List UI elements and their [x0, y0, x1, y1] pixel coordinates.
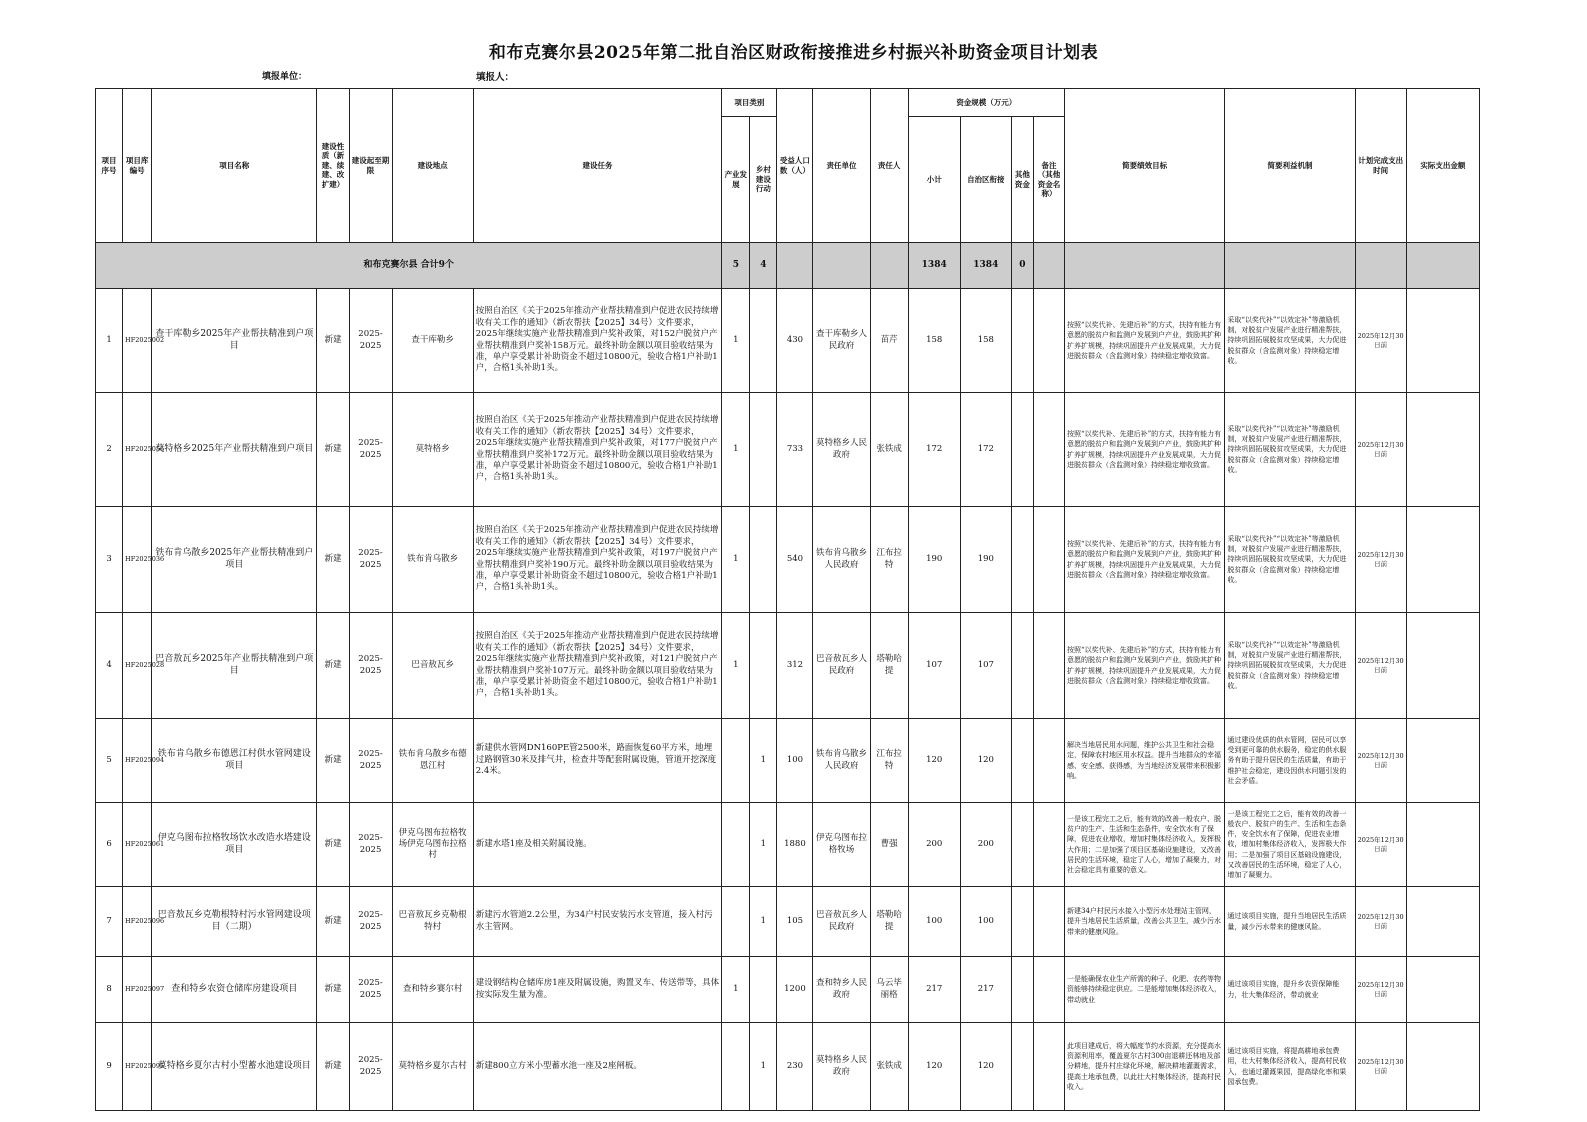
header-period: 建设起至期限 [349, 89, 392, 243]
cell-rural [750, 957, 777, 1023]
cell-period: 2025-2025 [349, 719, 392, 803]
cell-seq: 7 [96, 887, 123, 957]
total-other: 0 [1011, 243, 1033, 289]
fill-person-label: 填报人： [476, 72, 515, 83]
cell-period: 2025-2025 [349, 393, 392, 507]
cell-actual [1406, 393, 1479, 507]
cell-goal: 按照“以奖代补、先建后补”的方式，扶持有能力有意愿的脱贫户和监测户发展到户产业，鼓励其扩种扩养扩规模，持续巩固提升产业发展成果，大力促进脱贫群众（含监测对象）持续稳定增收致富。 [1064, 289, 1224, 393]
cell-rural: 1 [750, 803, 777, 887]
cell-task: 新建污水管道2.2公里，为34户村民安装污水支管道，接入村污水主管网。 [473, 887, 722, 957]
fill-unit-label: 填报单位： [262, 72, 308, 82]
cell-code: HF2025061 [123, 803, 152, 887]
cell-goal: 按照“以奖代补、先建后补”的方式，扶持有能力有意愿的脱贫户和监测户发展到户产业，鼓励其扩种扩养扩规模，持续巩固提升产业发展成果，大力促进脱贫群众（含监测对象）持续稳定增收致富。 [1064, 393, 1224, 507]
cell-note [1033, 803, 1064, 887]
cell-deadline: 2025年12月30日前 [1355, 887, 1406, 957]
cell-deadline: 2025年12月30日前 [1355, 507, 1406, 613]
cell-person: 塔勒哈提 [870, 887, 908, 957]
cell-region: 158 [960, 289, 1011, 393]
header-name: 项目名称 [152, 89, 317, 243]
cell-unit: 查干库勒乡人民政府 [813, 289, 870, 393]
cell-actual [1406, 289, 1479, 393]
header-goal: 简要绩效目标 [1064, 89, 1224, 243]
cell-name: 莫特格乡夏尔古村小型蓄水池建设项目 [152, 1023, 317, 1111]
cell-person: 江布拉特 [870, 507, 908, 613]
cell-note [1033, 507, 1064, 613]
cell-subtotal: 107 [908, 613, 960, 719]
cell-goal: 此项目建成后，将大幅度节约水资源，充分提高水资源利用率，覆盖夏尔古村300亩退耕还林地及部分耕地，提升村庄绿化环境，解决耕地灌溉需求，提高土地承包费，以此壮大村集体经济，提高村民收入。 [1064, 1023, 1224, 1111]
total-subtotal: 1384 [908, 243, 960, 289]
cell-seq: 9 [96, 1023, 123, 1111]
cell-rural: 1 [750, 887, 777, 957]
cell-region: 107 [960, 613, 1011, 719]
cell-rural [750, 613, 777, 719]
cell-deadline: 2025年12月30日前 [1355, 613, 1406, 719]
cell-goal: 一是该工程完工之后，能有效的改善一般农户、脱贫户的生产、生活和生态条件，安全饮水有了保障，促进农业增收，增加村集体经济收入，发挥极大作用；二是加强了项目区基础设施建设，又改善居民的生活环境，稳定了人心，增加了凝聚力，对社会稳定具有重要的意义。 [1064, 803, 1224, 887]
table-row [96, 887, 1480, 957]
cell-unit: 巴音敖瓦乡人民政府 [813, 613, 870, 719]
cell-note [1033, 289, 1064, 393]
cell-nature: 新建 [317, 613, 349, 719]
cell-name: 莫特格乡2025年产业帮扶精准到户项目 [152, 393, 317, 507]
cell-note [1033, 1023, 1064, 1111]
cell-code: HF2025095 [123, 1023, 152, 1111]
table-row [96, 613, 1480, 719]
cell-subtotal: 200 [908, 803, 960, 887]
cell-nature: 新建 [317, 507, 349, 613]
cell-benefit: 通过建设优质的供水管网，居民可以享受到更可靠的供水服务，稳定的供水服务有助于提升居民的生活质量，有助于维护社会稳定，建设因供水问题引发的社会矛盾。 [1225, 719, 1355, 803]
total-region: 1384 [960, 243, 1011, 289]
cell-period: 2025-2025 [349, 887, 392, 957]
cell-benefit: 一是该工程完工之后，能有效的改善一般农户、脱贫户的生产、生活和生态条件，安全饮水有了保障，促进农业增收，增加村集体经济收入，发挥极大作用；二是加强了项目区基础设施建设，又改善居民的生活环境，稳定了人心，增加了凝聚力。 [1225, 803, 1355, 887]
table-row [96, 1023, 1480, 1111]
cell-deadline: 2025年12月30日前 [1355, 719, 1406, 803]
cell-beneficiaries: 1200 [777, 957, 813, 1023]
cell-task: 新建800立方米小型蓄水池一座及2座闸板。 [473, 1023, 722, 1111]
cell-note [1033, 719, 1064, 803]
cell-beneficiaries: 230 [777, 1023, 813, 1111]
cell-unit: 铁布肯乌散乡人民政府 [813, 507, 870, 613]
header-beneficiaries: 受益人口数（人） [777, 89, 813, 243]
header-unit: 责任单位 [813, 89, 870, 243]
cell-beneficiaries: 1880 [777, 803, 813, 887]
cell-subtotal: 120 [908, 1023, 960, 1111]
cell-subtotal: 100 [908, 887, 960, 957]
cell-note [1033, 887, 1064, 957]
header-rural: 乡村建设行动 [750, 117, 777, 243]
cell-location: 查和特乡赛尔村 [392, 957, 473, 1023]
cell-industry [722, 803, 750, 887]
header-region-fund: 自治区衔接 [960, 117, 1011, 243]
header-location: 建设地点 [392, 89, 473, 243]
cell-person: 张铁成 [870, 1023, 908, 1111]
cell-industry: 1 [722, 289, 750, 393]
cell-beneficiaries: 540 [777, 507, 813, 613]
cell-person: 张铁成 [870, 393, 908, 507]
cell-industry [722, 1023, 750, 1111]
cell-code: HF2025094 [123, 719, 152, 803]
cell-actual [1406, 803, 1479, 887]
cell-nature: 新建 [317, 393, 349, 507]
cell-actual [1406, 719, 1479, 803]
cell-beneficiaries: 430 [777, 289, 813, 393]
cell-code: HF2025028 [123, 613, 152, 719]
cell-period: 2025-2025 [349, 613, 392, 719]
cell-task: 按照自治区《关于2025年推动产业帮扶精准到户促进农民持续增收有关工作的通知》（新农帮扶【2025】34号）文件要求，2025年继续实施产业帮扶精准到户奖补政策，对152户脱贫户产业帮扶精准到户奖补158万元。最终补助金额以项目验收结果为准，单户享受累计补助资金不超过10800元，验收合格1户补助1户，合格1头补助1头。 [473, 289, 722, 393]
total-label: 和布克赛尔县 合计9个 [96, 243, 722, 289]
cell-unit: 查和特乡人民政府 [813, 957, 870, 1023]
cell-goal: 解决当地居民用水问题，维护公共卫生和社会稳定，保障农村地区用水权益。提升当地群众的幸福感、安全感、获得感，为当地经济发展带来积极影响。 [1064, 719, 1224, 803]
cell-seq: 4 [96, 613, 123, 719]
cell-seq: 8 [96, 957, 123, 1023]
cell-seq: 1 [96, 289, 123, 393]
cell-task: 新建水塔1座及相关附属设施。 [473, 803, 722, 887]
cell-rural [750, 507, 777, 613]
cell-goal: 按照“以奖代补、先建后补”的方式，扶持有能力有意愿的脱贫户和监测户发展到户产业，鼓励其扩种扩养扩规模，持续巩固提升产业发展成果，大力促进脱贫群众（含监测对象）持续稳定增收致富。 [1064, 507, 1224, 613]
cell-location: 铁布肯乌散乡 [392, 507, 473, 613]
cell-person: 江布拉特 [870, 719, 908, 803]
cell-region: 190 [960, 507, 1011, 613]
cell-beneficiaries: 100 [777, 719, 813, 803]
header-industry: 产业发展 [722, 117, 750, 243]
cell-period: 2025-2025 [349, 1023, 392, 1111]
header-person: 责任人 [870, 89, 908, 243]
cell-industry: 1 [722, 393, 750, 507]
cell-person: 曹强 [870, 803, 908, 887]
cell-nature: 新建 [317, 289, 349, 393]
cell-name: 查干库勒乡2025年产业帮扶精准到户项目 [152, 289, 317, 393]
cell-industry: 1 [722, 957, 750, 1023]
table-row [96, 289, 1480, 393]
table-row [96, 719, 1480, 803]
cell-subtotal: 217 [908, 957, 960, 1023]
header-task: 建设任务 [473, 89, 722, 243]
cell-name: 巴音敖瓦乡克勒根特村污水管网建设项目（二期） [152, 887, 317, 957]
cell-other [1011, 803, 1033, 887]
header-actual: 实际支出金额 [1406, 89, 1479, 243]
cell-location: 巴音敖瓦乡 [392, 613, 473, 719]
cell-goal: 新建34户村民污水接入小型污水处理站主管网，提升当地居民生活质量，改善公共卫生，减少污水带来的健康风险。 [1064, 887, 1224, 957]
table-row [96, 957, 1480, 1023]
header-code: 项目库编号 [123, 89, 152, 243]
cell-actual [1406, 957, 1479, 1023]
header-note: 备注（其他资金名称） [1033, 117, 1064, 243]
cell-person: 塔勒哈提 [870, 613, 908, 719]
cell-nature: 新建 [317, 1023, 349, 1111]
cell-task: 按照自治区《关于2025年推动产业帮扶精准到户促进农民持续增收有关工作的通知》（新农帮扶【2025】34号）文件要求，2025年继续实施产业帮扶精准到户奖补政策，对121户脱贫户产业帮扶精准到户奖补107万元。最终补助金额以项目验收结果为准，单户享受累计补助资金不超过10800元，验收合格1户补助1户，合格1头补助1头。 [473, 613, 722, 719]
cell-person: 苗芹 [870, 289, 908, 393]
cell-unit: 莫特格乡人民政府 [813, 393, 870, 507]
cell-goal: 按照“以奖代补、先建后补”的方式，扶持有能力有意愿的脱贫户和监测户发展到户产业，鼓励其扩种扩养扩规模，持续巩固提升产业发展成果，大力促进脱贫群众（含监测对象）持续稳定增收致富。 [1064, 613, 1224, 719]
cell-name: 伊克乌图布拉格牧场饮水改造水塔建设项目 [152, 803, 317, 887]
cell-other [1011, 613, 1033, 719]
cell-deadline: 2025年12月30日前 [1355, 803, 1406, 887]
cell-unit: 铁布肯乌散乡人民政府 [813, 719, 870, 803]
total-rural: 4 [750, 243, 777, 289]
cell-rural: 1 [750, 1023, 777, 1111]
total-row [96, 243, 1480, 289]
cell-person: 乌云毕丽格 [870, 957, 908, 1023]
cell-seq: 5 [96, 719, 123, 803]
header-other-fund: 其他资金 [1011, 117, 1033, 243]
cell-location: 伊克乌图布拉格牧场伊克乌图布拉格村 [392, 803, 473, 887]
cell-nature: 新建 [317, 887, 349, 957]
cell-name: 巴音敖瓦乡2025年产业帮扶精准到户项目 [152, 613, 317, 719]
cell-other [1011, 507, 1033, 613]
table-row [96, 393, 1480, 507]
header-subtotal: 小计 [908, 117, 960, 243]
total-industry: 5 [722, 243, 750, 289]
cell-rural: 1 [750, 719, 777, 803]
cell-subtotal: 172 [908, 393, 960, 507]
cell-beneficiaries: 312 [777, 613, 813, 719]
project-plan-table [95, 88, 1480, 1111]
cell-seq: 3 [96, 507, 123, 613]
cell-task: 按照自治区《关于2025年推动产业帮扶精准到户促进农民持续增收有关工作的通知》（新农帮扶【2025】34号）文件要求，2025年继续实施产业帮扶精准到户奖补政策，对197户脱贫户产业帮扶精准到户奖补190万元。最终补助金额以项目验收结果为准，单户享受累计补助资金不超过10800元，验收合格1户补助1户，合格1头补助1头。 [473, 507, 722, 613]
cell-actual [1406, 887, 1479, 957]
cell-actual [1406, 507, 1479, 613]
cell-period: 2025-2025 [349, 289, 392, 393]
cell-code: HF2025036 [123, 507, 152, 613]
cell-industry: 1 [722, 507, 750, 613]
cell-location: 巴音敖瓦乡克勒根特村 [392, 887, 473, 957]
cell-note [1033, 957, 1064, 1023]
header-nature: 建设性质（新建、续建、改扩建） [317, 89, 349, 243]
cell-region: 100 [960, 887, 1011, 957]
header-benefit: 简要利益机制 [1225, 89, 1355, 243]
cell-name: 铁布肯乌散乡布德恩江村供水管网建设项目 [152, 719, 317, 803]
table-row [96, 507, 1480, 613]
cell-other [1011, 393, 1033, 507]
cell-unit: 伊克乌图布拉格牧场 [813, 803, 870, 887]
cell-industry: 1 [722, 613, 750, 719]
cell-benefit: 采取“以奖代补”“以效定补”等激励机制，对脱贫户发展产业进行精准帮扶，持续巩固拓展脱贫攻坚成果，大力促进脱贫群众（含监测对象）持续稳定增收。 [1225, 507, 1355, 613]
cell-unit: 莫特格乡人民政府 [813, 1023, 870, 1111]
cell-region: 217 [960, 957, 1011, 1023]
cell-region: 120 [960, 1023, 1011, 1111]
cell-code: HF2025002 [123, 289, 152, 393]
cell-benefit: 采取“以奖代补”“以效定补”等激励机制，对脱贫户发展产业进行精准帮扶，持续巩固拓展脱贫攻坚成果，大力促进脱贫群众（含监测对象）持续稳定增收。 [1225, 393, 1355, 507]
header-deadline: 计划完成支出时间 [1355, 89, 1406, 243]
cell-benefit: 通过该项目实施，提升乡农资保障能力，壮大集体经济，带动就业 [1225, 957, 1355, 1023]
cell-note [1033, 613, 1064, 719]
cell-code: HF2025056 [123, 393, 152, 507]
cell-nature: 新建 [317, 803, 349, 887]
cell-nature: 新建 [317, 957, 349, 1023]
cell-deadline: 2025年12月30日前 [1355, 393, 1406, 507]
cell-task: 按照自治区《关于2025年推动产业帮扶精准到户促进农民持续增收有关工作的通知》（新农帮扶【2025】34号）文件要求，2025年继续实施产业帮扶精准到户奖补政策，对177户脱贫户产业帮扶精准到户奖补172万元。最终补助金额以项目验收结果为准，单户享受累计补助资金不超过10800元，验收合格1户补助1户，合格1头补助1头。 [473, 393, 722, 507]
cell-other [1011, 719, 1033, 803]
cell-benefit: 采取“以奖代补”“以效定补”等激励机制，对脱贫户发展产业进行精准帮扶，持续巩固拓展脱贫攻坚成果，大力促进脱贫群众（含监测对象）持续稳定增收。 [1225, 613, 1355, 719]
cell-nature: 新建 [317, 719, 349, 803]
cell-other [1011, 957, 1033, 1023]
cell-deadline: 2025年12月30日前 [1355, 289, 1406, 393]
cell-benefit: 采取“以奖代补”“以效定补”等激励机制，对脱贫户发展产业进行精准帮扶，持续巩固拓展脱贫攻坚成果，大力促进脱贫群众（含监测对象）持续稳定增收。 [1225, 289, 1355, 393]
cell-seq: 2 [96, 393, 123, 507]
cell-location: 莫特格乡夏尔古村 [392, 1023, 473, 1111]
cell-subtotal: 120 [908, 719, 960, 803]
cell-actual [1406, 613, 1479, 719]
cell-note [1033, 393, 1064, 507]
cell-other [1011, 1023, 1033, 1111]
cell-region: 120 [960, 719, 1011, 803]
cell-period: 2025-2025 [349, 507, 392, 613]
cell-task: 新建供水管网DN160PE管2500米，路面恢复60平方米，地埋过路钢管30米及排气井，检查井等配套附属设施，管道开挖深度2.4米。 [473, 719, 722, 803]
cell-benefit: 通过该项目实施，提升当地居民生活质量，减少污水带来的健康风险。 [1225, 887, 1355, 957]
cell-beneficiaries: 105 [777, 887, 813, 957]
cell-industry [722, 887, 750, 957]
cell-deadline: 2025年12月30日前 [1355, 1023, 1406, 1111]
cell-location: 莫特格乡 [392, 393, 473, 507]
cell-region: 172 [960, 393, 1011, 507]
cell-actual [1406, 1023, 1479, 1111]
cell-location: 铁布肯乌散乡布德恩江村 [392, 719, 473, 803]
header-fund-scale: 资金规模（万元） [908, 89, 1064, 117]
cell-deadline: 2025年12月30日前 [1355, 957, 1406, 1023]
cell-rural [750, 289, 777, 393]
header-seq: 项目序号 [96, 89, 123, 243]
header-category: 项目类别 [722, 89, 777, 117]
cell-name: 铁布肯乌散乡2025年产业帮扶精准到户项目 [152, 507, 317, 613]
cell-subtotal: 158 [908, 289, 960, 393]
cell-period: 2025-2025 [349, 957, 392, 1023]
cell-seq: 6 [96, 803, 123, 887]
cell-code: HF2025096 [123, 887, 152, 957]
cell-task: 建设钢结构仓储库房1座及附属设施，购置叉车、传送带等，具体按实际发生量为准。 [473, 957, 722, 1023]
table-row [96, 803, 1480, 887]
page-title: 和布克赛尔县2025年第二批自治区财政衔接推进乡村振兴补助资金项目计划表 [488, 43, 1099, 63]
cell-industry [722, 719, 750, 803]
cell-code: HF2025097 [123, 957, 152, 1023]
cell-subtotal: 190 [908, 507, 960, 613]
cell-location: 查干库勒乡 [392, 289, 473, 393]
cell-rural [750, 393, 777, 507]
cell-beneficiaries: 733 [777, 393, 813, 507]
cell-benefit: 通过该项目实施，将提高耕地承包费用，壮大村集体经济收入，提高村民收入，也通过灌溉果园，提高绿化率和果园承包费。 [1225, 1023, 1355, 1111]
cell-period: 2025-2025 [349, 803, 392, 887]
cell-name: 查和特乡农资仓储库房建设项目 [152, 957, 317, 1023]
cell-region: 200 [960, 803, 1011, 887]
cell-goal: 一是能确保农业生产所需的种子、化肥、农药等物资能够持续稳定供应。二是能增加集体经济收入，带动就业 [1064, 957, 1224, 1023]
cell-other [1011, 887, 1033, 957]
cell-unit: 巴音敖瓦乡人民政府 [813, 887, 870, 957]
cell-other [1011, 289, 1033, 393]
